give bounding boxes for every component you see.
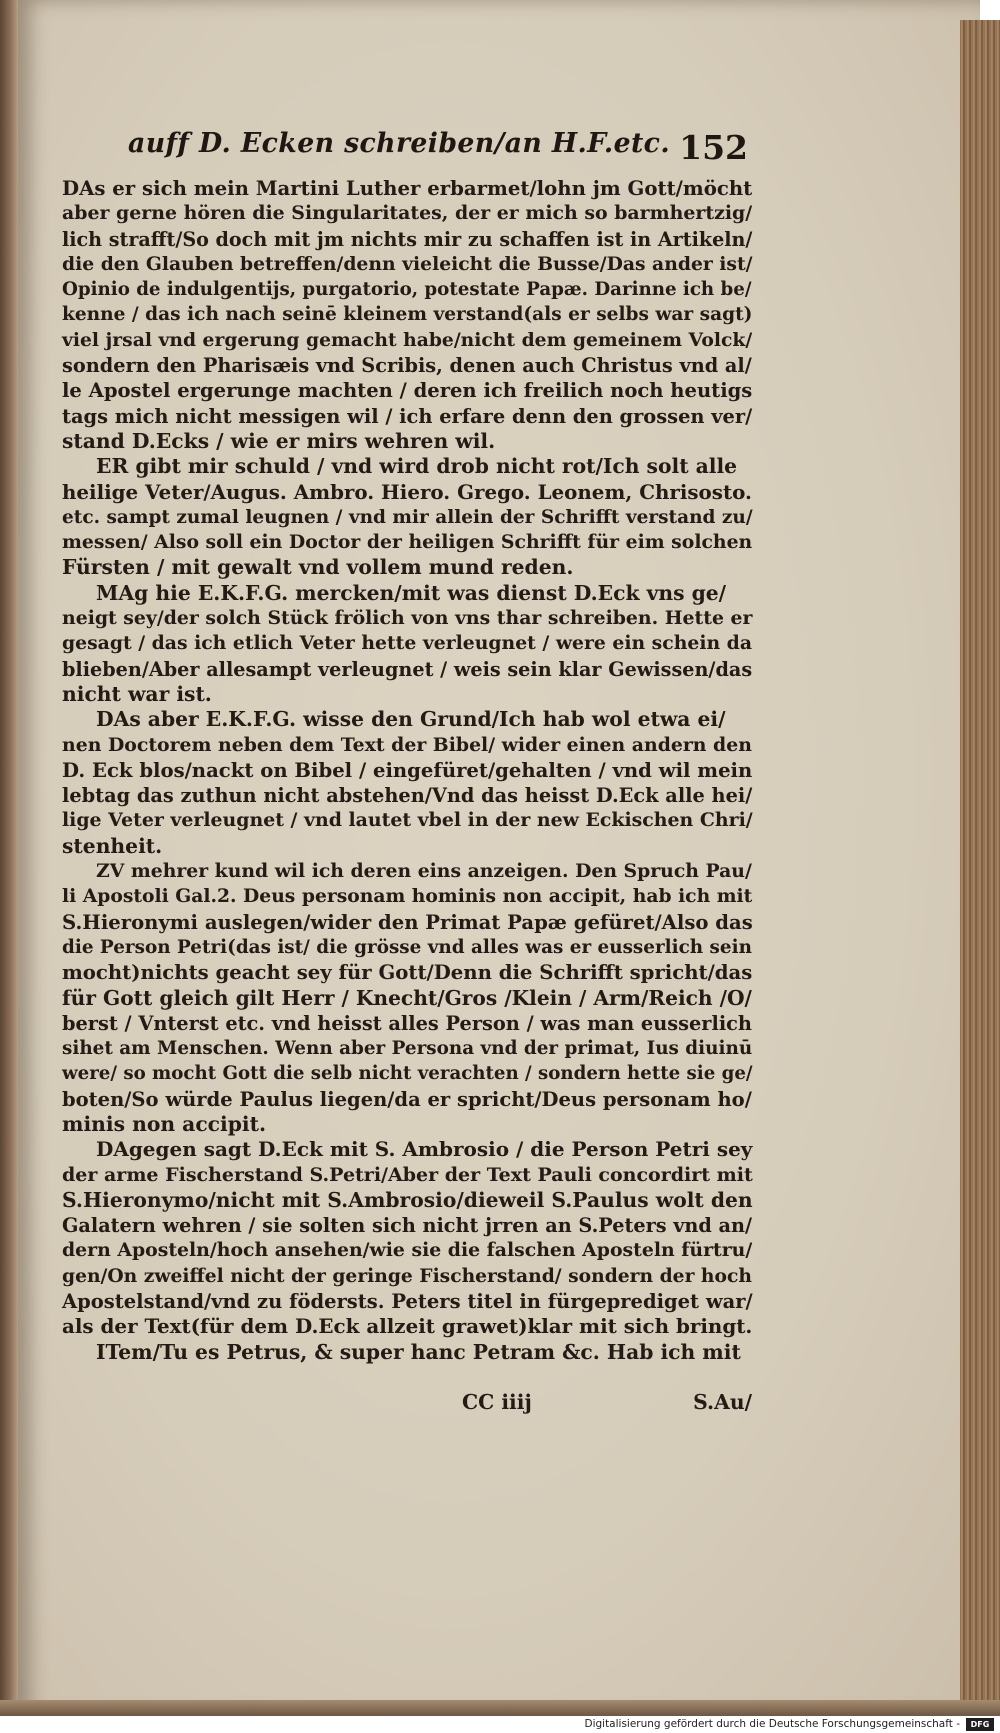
text-line: aber gerne hören die Singularitates, der er mich so barmhertzig/ — [62, 202, 753, 225]
text-line: gen/On zweiffel nicht der geringe Fischerstand/ sondern der hoch — [62, 1264, 752, 1287]
catchword: S.Au/ — [693, 1390, 752, 1414]
text-line: der arme Fischerstand S.Petri/Aber der Text Pauli concordirt mit — [62, 1163, 753, 1186]
text-line: S.Hieronymi auslegen/wider den Primat Papæ gefüret/Also das — [62, 910, 753, 934]
running-header — [128, 128, 748, 178]
text-line: sihet am Menschen. Wenn aber Persona vnd der primat, Ius diuinū — [62, 1038, 753, 1060]
text-line: stand D.Ecks / wie er mirs wehren wil. — [62, 428, 496, 453]
text-line: DAgegen sagt D.Eck mit S. Ambrosio / die Person Petri sey — [96, 1137, 753, 1162]
text-line: li Apostoli Gal.2. Deus personam hominis non accipit, hab ich mit — [62, 885, 753, 908]
text-line: lige Veter verleugnet / vnd lautet vbel in der new Eckischen Chri/ — [62, 809, 753, 832]
text-line: die Person Petri(das ist/ die grösse vnd alles was er eusserlich sein — [62, 936, 752, 958]
text-line: dern Aposteln/hoch ansehen/wie sie die falschen Aposteln fürtru/ — [62, 1239, 753, 1262]
text-line: kenne / das ich nach seinē kleinem verstand(als er selbs war sagt) — [62, 304, 753, 326]
text-line: die den Glauben betreffen/denn vieleicht die Busse/Das ander ist/ — [62, 252, 753, 275]
text-line: DAs aber E.K.F.G. wisse den Grund/Ich hab wol etwa ei/ — [96, 707, 726, 732]
text-line: nicht war ist. — [62, 681, 212, 706]
text-line: blieben/Aber allesampt verleugnet / weis sein klar Gewissen/das — [62, 657, 753, 681]
text-line: stenheit. — [62, 833, 163, 858]
text-line: Galatern wehren / sie solten sich nicht jrren an S.Peters vnd an/ — [62, 1214, 753, 1238]
text-line: lebtag das zuthun nicht abstehen/Vnd das heisst D.Eck alle hei/ — [62, 784, 753, 808]
page-stack-edge — [960, 20, 1000, 1710]
main-text — [62, 176, 752, 1365]
text-line: S.Hieronymo/nicht mit S.Ambrosio/dieweil S.Paulus wolt den — [62, 1187, 753, 1212]
text-line: nen Doctorem neben dem Text der Bibel/ wider einen andern den — [62, 733, 752, 756]
signature-line — [62, 1390, 752, 1420]
text-line: mocht)nichts geacht sey für Gott/Denn die Schrifft spricht/das — [62, 961, 753, 985]
text-line: Opinio de indulgentijs, purgatorio, potestate Papæ. Darinne ich be/ — [62, 279, 752, 301]
text-line: für Gott gleich gilt Herr / Knecht/Gros /Klein / Arm/Reich /O/ — [62, 985, 752, 1010]
text-line: ITem/Tu es Petrus, & super hanc Petram &c. Hab ich mit — [96, 1339, 741, 1364]
text-line: gesagt / das ich etlich Veter hette verleugnet / were ein schein da — [62, 632, 753, 655]
text-line: boten/So würde Paulus liegen/da er spricht/Deus personam ho/ — [62, 1087, 752, 1111]
text-line: sondern den Pharisæis vnd Scribis, denen auch Christus vnd al/ — [62, 354, 752, 378]
text-line: le Apostel ergerunge machten / deren ich freilich noch heutigs — [62, 379, 753, 403]
text-line: DAs er sich mein Martini Luther erbarmet/lohn jm Gott/möcht — [62, 177, 753, 200]
text-line: etc. sampt zumal leugnen / vnd mir allein der Schrifft verstand zu/ — [62, 506, 753, 528]
text-line: viel jrsal vnd ergerung gemacht habe/nicht dem gemeinem Volck/ — [62, 328, 753, 351]
text-line: were/ so mocht Gott die selb nicht verachten / sondern hette sie ge/ — [62, 1063, 753, 1085]
text-line: MAg hie E.K.F.G. mercken/mit was dienst D.Eck vns ge/ — [96, 580, 727, 605]
dfg-logo: DFG — [966, 1718, 994, 1731]
running-title: auff D. Ecken schreiben/an H.F.etc. — [128, 128, 671, 159]
text-line: D. Eck blos/nackt on Bibel / eingefüret/gehalten / vnd wil mein — [62, 758, 753, 782]
text-line: Fürsten / mit gewalt vnd vollem mund reden. — [62, 555, 574, 580]
text-line: als der Text(für dem D.Eck allzeit grawet)klar mit sich bringt. — [62, 1314, 753, 1339]
folio-number: 152 — [679, 128, 748, 167]
text-line: berst / Vnterst etc. vnd heisst alles Person / was man eusserlich — [62, 1011, 752, 1035]
text-line: ER gibt mir schuld / vnd wird drob nicht rot/Ich solt alle — [96, 454, 738, 479]
text-line: lich strafft/So doch mit jm nichts mir zu schaffen ist in Artikeln/ — [62, 227, 753, 251]
text-line: tags mich nicht messigen wil / ich erfare denn den grossen ver/ — [62, 404, 753, 428]
text-line: messen/ Also soll ein Doctor der heiligen Schrifft für eim solchen — [62, 531, 753, 554]
text-line: minis non accipit. — [62, 1111, 267, 1136]
text-line: ZV mehrer kund wil ich deren eins anzeigen. Den Spruch Pau/ — [96, 860, 752, 883]
funding-credit: Digitalisierung gefördert durch die Deutsche Forschungsgemeinschaft - — [584, 1718, 960, 1730]
text-line: Apostelstand/vnd zu födersts. Peters titel in fürgeprediget war/ — [62, 1290, 753, 1314]
text-line: heilige Veter/Augus. Ambro. Hiero. Grego. Leonem, Chrisosto. — [62, 479, 752, 504]
signature-mark: CC iiij — [462, 1390, 532, 1414]
bottom-edge — [0, 1700, 1000, 1716]
text-line: neigt sey/der solch Stück frölich von vns thar schreiben. Hette er — [62, 607, 753, 630]
